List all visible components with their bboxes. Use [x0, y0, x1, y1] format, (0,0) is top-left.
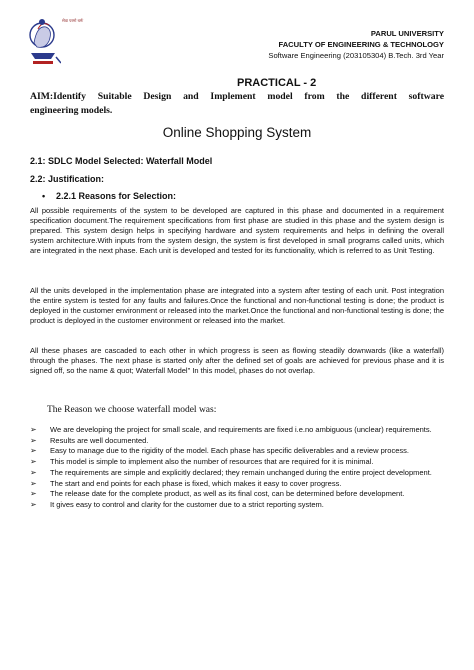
course-info: Software Engineering (203105304) B.Tech. 3rd Year	[268, 51, 444, 60]
logo-caption: सेवा परमो धर्मः	[62, 18, 84, 23]
list-item: ➢ This model is simple to implement also the number of resources that are required for it is minimal.	[30, 457, 374, 467]
list-item: ➢ It gives easy to control and clarity for the customer due to a strict reporting system.	[30, 499, 324, 509]
faculty-name: FACULTY OF ENGINEERING & TECHNOLOGY	[278, 40, 444, 49]
arrow-bullet-icon: ➢	[30, 425, 37, 434]
list-item: ➢ The start and end points for each phase is fixed, which makes it easy to cover progress.	[30, 478, 342, 488]
arrow-bullet-icon: ➢	[30, 489, 37, 499]
university-header	[268, 28, 444, 61]
arrow-bullet-icon: ➢	[30, 446, 37, 456]
arrow-bullet-icon: ➢	[30, 435, 37, 445]
list-item: ➢ Easy to manage due to the rigidity of the model. Each phase has specific deliverables and a review process.	[30, 446, 409, 456]
university-logo	[27, 13, 61, 69]
reason-heading: The Reason we choose waterfall model was:	[47, 405, 217, 415]
arrow-bullet-icon: ➢	[30, 467, 37, 477]
university-name: PARUL UNIVERSITY	[370, 29, 444, 38]
list-item: ➢ We are developing the project for small scale, and requirements are fixed i.e.no ambiguous (unclear) requirements.	[30, 425, 432, 434]
list-item: ➢ Results are well documented.	[30, 435, 149, 445]
list-item: ➢ The requirements are simple and explicitly declared; they remain unchanged during the entire project development.	[30, 467, 432, 477]
document-title: Online Shopping System	[162, 125, 312, 140]
paragraph-1: All possible requirements of the system to be developed are captured in this phase and documented in a requirement specification document.The requirement specifications from first phase are studied in this phase and the system design is prepared. This system design helps in specifying hardware and system requirements and helps in defining the overall system architecture.With inputs from the system design, the system is first developed in small programs called units, which are integrated in the next phase. Each unit is developed and tested for its functionality, which is referred to as Unit Testing.	[30, 206, 444, 256]
practical-number: PRACTICAL - 2	[237, 77, 317, 89]
section-2-2-heading: 2.2: Justification:	[30, 174, 105, 184]
subsection-2-2-1-heading	[42, 191, 176, 201]
subsection-label: 2.2.1 Reasons for Selection:	[56, 191, 177, 201]
paragraph-3: All these phases are cascaded to each other in which progress is seen as flowing steadily downwards (like a waterfall) through the phases. The next phase is started only after the defined set of goals are achieved for previous phase and it is signed off, so the name & quot; Waterfall Model" In this model, phases do not overlap.	[30, 346, 444, 376]
aim-line-1: AIM:Identify Suitable Design and Implement model from the different software	[30, 91, 444, 102]
arrow-bullet-icon: ➢	[30, 478, 37, 488]
paragraph-2: All the units developed in the implementation phase are integrated into a system after testing of each unit. Post integration the entire system is tested for any faults and failures.Once the functional and non-functional testing is done; the product is deployed in the customer environment or released into the market.Once the functional and non-functional testing is done; the product is deployed in the customer environment or released into the market.	[30, 286, 445, 326]
arrow-bullet-icon: ➢	[30, 499, 37, 509]
reasons-list	[30, 425, 444, 511]
section-2-1-heading: 2.1: SDLC Model Selected: Waterfall Model	[30, 156, 213, 166]
arrow-bullet-icon: ➢	[30, 457, 37, 467]
list-item: ➢ The release date for the complete product, as well as its final cost, can be determined before development.	[30, 489, 405, 499]
aim-line-2: engineering models.	[30, 105, 113, 116]
bullet-dot-icon: •	[42, 191, 46, 201]
